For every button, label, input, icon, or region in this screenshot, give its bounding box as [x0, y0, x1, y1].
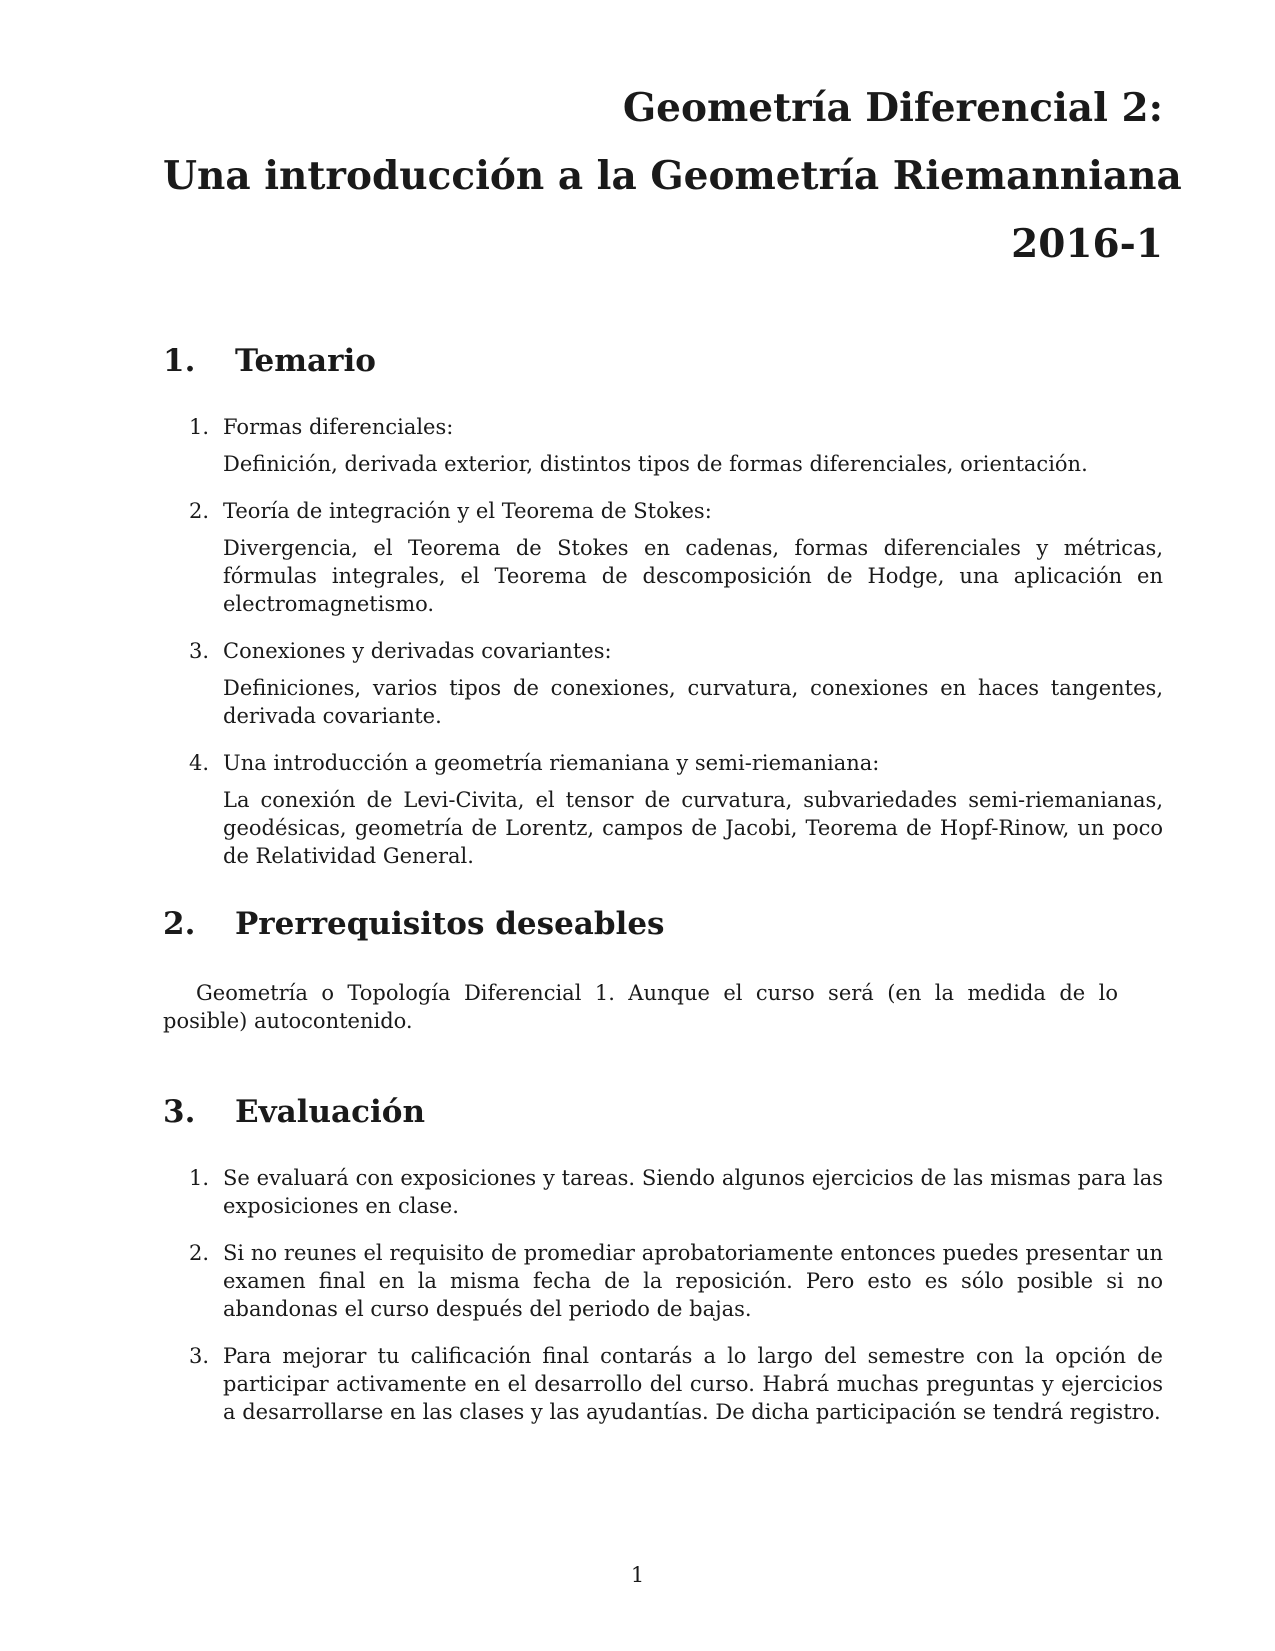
item-description: Definiciones, varios tipos de conexiones, curvatura, conexiones en haces tangentes, derivada covariante.	[223, 676, 1163, 728]
item-marker: 4.	[189, 751, 210, 775]
document-title	[163, 74, 1182, 278]
item-heading: Una introducción a geometría riemaniana y semi-riemaniana:	[223, 751, 880, 775]
title-line-1: Geometría Diferencial 2:	[622, 85, 1163, 131]
list-item	[163, 413, 1163, 478]
item-heading: Conexiones y derivadas covariantes:	[223, 639, 612, 663]
section-title: Evaluación	[235, 1094, 425, 1130]
page-number: 1	[630, 1563, 645, 1587]
item-description: La conexión de Levi-Civita, el tensor de curvatura, subvariedades semi-riemanianas, geodésicas, geometría de Lorentz, campos de Jacobi, Teorema de Hopf-Rinow, un poco de Relatividad General.	[223, 788, 1163, 868]
list-item	[163, 1164, 1163, 1220]
section-heading	[163, 341, 1163, 381]
section-title: Prerrequisitos deseables	[235, 906, 665, 942]
item-text: Se evaluará con exposiciones y tareas. Siendo algunos ejercicios de las mismas para las exposiciones en clase.	[223, 1166, 1163, 1218]
item-marker: 1.	[189, 1166, 210, 1190]
item-marker: 2.	[189, 499, 210, 523]
item-marker: 1.	[189, 415, 210, 439]
section-number: 3.	[163, 1094, 196, 1130]
section-number: 1.	[163, 343, 196, 379]
list-item	[163, 1239, 1163, 1323]
section-title: Temario	[235, 343, 376, 379]
item-marker: 2.	[189, 1241, 210, 1265]
section-heading	[163, 904, 1163, 944]
item-marker: 3.	[189, 1344, 210, 1368]
prerrequisitos-paragraph: Geometría o Topología Diferencial 1. Aunque el curso será (en la medida de lo posible) autocontenido.	[163, 981, 1118, 1033]
list-item	[163, 749, 1163, 870]
item-description: Divergencia, el Teorema de Stokes en cadenas, formas diferenciales y métricas, fórmulas integrales, el Teorema de descomposición de Hodge, una aplicación en electromagnetismo.	[223, 536, 1163, 616]
section-evaluacion	[163, 1092, 1163, 1426]
item-text: Para mejorar tu calificación final contarás a lo largo del semestre con la opción de participar activamente en el desarrollo del curso. Habrá muchas preguntas y ejercicios a desarrollarse en las clases y las ayudantías. De dicha participación se tendrá registro.	[223, 1344, 1163, 1424]
title-line-3: 2016-1	[1011, 221, 1163, 267]
item-description: Definición, derivada exterior, distintos tipos de formas diferenciales, orientación.	[223, 452, 1088, 476]
title-line-2: Una introducción a la Geometría Riemanniana	[163, 153, 1182, 199]
item-heading: Formas diferenciales:	[223, 415, 454, 439]
item-heading: Teoría de integración y el Teorema de Stokes:	[223, 499, 712, 523]
section-prerrequisitos	[163, 904, 1163, 1035]
section-number: 2.	[163, 906, 196, 942]
list-item	[163, 637, 1163, 730]
list-item	[163, 497, 1163, 618]
section-heading	[163, 1092, 1163, 1132]
temario-list	[163, 413, 1163, 870]
item-text: Si no reunes el requisito de promediar aprobatoriamente entonces puedes presentar un examen final en la misma fecha de la reposición. Pero esto es sólo posible si no abandonas el curso después del periodo de bajas.	[223, 1241, 1163, 1321]
list-item	[163, 1342, 1163, 1426]
item-marker: 3.	[189, 639, 210, 663]
evaluacion-list	[163, 1164, 1163, 1426]
section-temario	[163, 341, 1163, 870]
